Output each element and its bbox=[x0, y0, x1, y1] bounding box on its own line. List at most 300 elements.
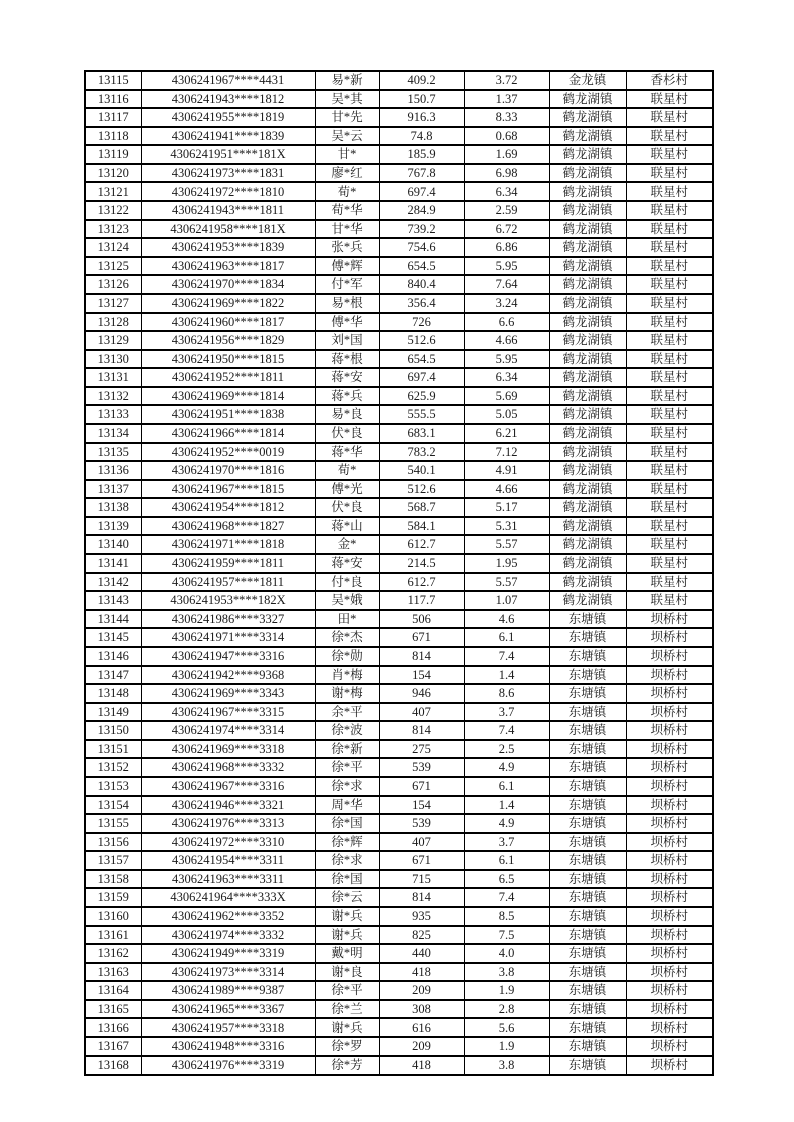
table-cell-masked-id: 4306241946****3321 bbox=[141, 796, 315, 815]
table-cell-value-a: 440 bbox=[379, 944, 464, 963]
table-cell-seq: 13118 bbox=[85, 127, 141, 146]
table-row bbox=[85, 461, 713, 480]
table-cell-village: 联星村 bbox=[626, 387, 713, 406]
table-cell-value-b: 4.9 bbox=[464, 814, 549, 833]
table-cell-value-a: 825 bbox=[379, 926, 464, 945]
table-row bbox=[85, 554, 713, 573]
table-cell-masked-id: 4306241971****1818 bbox=[141, 535, 315, 554]
table-cell-village: 坝桥村 bbox=[626, 888, 713, 907]
table-row bbox=[85, 740, 713, 759]
table-cell-masked-id: 4306241950****1815 bbox=[141, 350, 315, 369]
table-cell-value-a: 616 bbox=[379, 1018, 464, 1037]
table-cell-seq: 13167 bbox=[85, 1037, 141, 1056]
table-cell-masked-name: 徐*罗 bbox=[315, 1037, 379, 1056]
table-cell-seq: 13138 bbox=[85, 498, 141, 517]
table-cell-value-b: 8.5 bbox=[464, 907, 549, 926]
table-cell-town: 东塘镇 bbox=[549, 888, 626, 907]
table-row bbox=[85, 350, 713, 369]
table-cell-masked-name: 徐*国 bbox=[315, 814, 379, 833]
table-row bbox=[85, 424, 713, 443]
table-cell-seq: 13143 bbox=[85, 591, 141, 610]
table-row bbox=[85, 591, 713, 610]
table-cell-value-b: 3.7 bbox=[464, 703, 549, 722]
table-cell-town: 东塘镇 bbox=[549, 1037, 626, 1056]
table-cell-masked-id: 4306241956****1829 bbox=[141, 331, 315, 350]
table-row bbox=[85, 573, 713, 592]
table-cell-village: 坝桥村 bbox=[626, 703, 713, 722]
table-cell-masked-name: 伏*良 bbox=[315, 424, 379, 443]
table-cell-village: 联星村 bbox=[626, 535, 713, 554]
table-row bbox=[85, 368, 713, 387]
table-cell-value-b: 4.0 bbox=[464, 944, 549, 963]
table-cell-village: 联星村 bbox=[626, 350, 713, 369]
table-cell-value-a: 739.2 bbox=[379, 220, 464, 239]
table-cell-value-a: 540.1 bbox=[379, 461, 464, 480]
table-cell-value-a: 625.9 bbox=[379, 387, 464, 406]
table-cell-village: 坝桥村 bbox=[626, 1056, 713, 1075]
table-cell-seq: 13151 bbox=[85, 740, 141, 759]
table-cell-value-a: 154 bbox=[379, 796, 464, 815]
table-cell-masked-id: 4306241974****3314 bbox=[141, 721, 315, 740]
table-cell-town: 鹤龙湖镇 bbox=[549, 387, 626, 406]
table-cell-masked-id: 4306241976****3319 bbox=[141, 1056, 315, 1075]
table-cell-seq: 13140 bbox=[85, 535, 141, 554]
table-row bbox=[85, 610, 713, 629]
table-cell-masked-id: 4306241948****3316 bbox=[141, 1037, 315, 1056]
table-cell-value-a: 671 bbox=[379, 851, 464, 870]
table-row bbox=[85, 90, 713, 109]
table-cell-value-a: 539 bbox=[379, 814, 464, 833]
table-cell-value-a: 418 bbox=[379, 963, 464, 982]
table-cell-masked-id: 4306241947****3316 bbox=[141, 647, 315, 666]
table-cell-value-b: 1.95 bbox=[464, 554, 549, 573]
table-cell-town: 东塘镇 bbox=[549, 628, 626, 647]
table-row bbox=[85, 145, 713, 164]
table-cell-value-a: 584.1 bbox=[379, 517, 464, 536]
table-cell-masked-name: 吴*娥 bbox=[315, 591, 379, 610]
table-cell-town: 东塘镇 bbox=[549, 870, 626, 889]
table-cell-value-a: 512.6 bbox=[379, 331, 464, 350]
table-cell-value-a: 568.7 bbox=[379, 498, 464, 517]
table-row bbox=[85, 703, 713, 722]
table-cell-village: 联星村 bbox=[626, 182, 713, 201]
table-cell-value-b: 6.98 bbox=[464, 164, 549, 183]
table-cell-town: 鹤龙湖镇 bbox=[549, 350, 626, 369]
table-cell-value-b: 5.69 bbox=[464, 387, 549, 406]
table-cell-seq: 13136 bbox=[85, 461, 141, 480]
table-cell-masked-name: 戴*明 bbox=[315, 944, 379, 963]
table-cell-village: 联星村 bbox=[626, 164, 713, 183]
table-cell-value-b: 3.8 bbox=[464, 1056, 549, 1075]
table-cell-value-b: 6.21 bbox=[464, 424, 549, 443]
table-row bbox=[85, 647, 713, 666]
table-cell-masked-id: 4306241957****3318 bbox=[141, 1018, 315, 1037]
table-cell-masked-id: 4306241960****1817 bbox=[141, 313, 315, 332]
table-body bbox=[85, 71, 713, 1075]
table-row bbox=[85, 220, 713, 239]
table-cell-masked-id: 4306241954****1812 bbox=[141, 498, 315, 517]
table-cell-masked-id: 4306241967****1815 bbox=[141, 480, 315, 499]
table-cell-masked-name: 徐*兰 bbox=[315, 1000, 379, 1019]
table-cell-town: 鹤龙湖镇 bbox=[549, 573, 626, 592]
table-cell-masked-id: 4306241942****9368 bbox=[141, 666, 315, 685]
table-cell-value-b: 3.24 bbox=[464, 294, 549, 313]
table-cell-value-a: 185.9 bbox=[379, 145, 464, 164]
table-cell-town: 东塘镇 bbox=[549, 814, 626, 833]
table-cell-masked-name: 谢*梅 bbox=[315, 684, 379, 703]
table-cell-value-a: 715 bbox=[379, 870, 464, 889]
table-cell-seq: 13134 bbox=[85, 424, 141, 443]
table-cell-seq: 13156 bbox=[85, 833, 141, 852]
table-cell-value-b: 6.34 bbox=[464, 182, 549, 201]
table-cell-town: 鹤龙湖镇 bbox=[549, 182, 626, 201]
table-cell-value-b: 0.68 bbox=[464, 127, 549, 146]
table-cell-village: 联星村 bbox=[626, 294, 713, 313]
table-cell-masked-id: 4306241949****3319 bbox=[141, 944, 315, 963]
table-cell-value-a: 767.8 bbox=[379, 164, 464, 183]
table-cell-village: 联星村 bbox=[626, 238, 713, 257]
table-cell-value-a: 506 bbox=[379, 610, 464, 629]
table-cell-seq: 13147 bbox=[85, 666, 141, 685]
table-cell-masked-name: 吴*云 bbox=[315, 127, 379, 146]
table-cell-town: 鹤龙湖镇 bbox=[549, 275, 626, 294]
table-cell-seq: 13132 bbox=[85, 387, 141, 406]
table-cell-value-b: 6.1 bbox=[464, 777, 549, 796]
table-cell-masked-id: 4306241986****3327 bbox=[141, 610, 315, 629]
table-cell-village: 联星村 bbox=[626, 368, 713, 387]
table-row bbox=[85, 517, 713, 536]
table-cell-town: 东塘镇 bbox=[549, 758, 626, 777]
table-cell-masked-name: 蒋*山 bbox=[315, 517, 379, 536]
table-cell-masked-name: 蒋*华 bbox=[315, 443, 379, 462]
table-cell-masked-name: 徐*新 bbox=[315, 740, 379, 759]
table-cell-village: 坝桥村 bbox=[626, 851, 713, 870]
table-cell-masked-id: 4306241969****3318 bbox=[141, 740, 315, 759]
table-cell-value-a: 356.4 bbox=[379, 294, 464, 313]
table-cell-village: 坝桥村 bbox=[626, 628, 713, 647]
table-cell-town: 鹤龙湖镇 bbox=[549, 331, 626, 350]
table-cell-value-a: 275 bbox=[379, 740, 464, 759]
table-cell-masked-id: 4306241971****3314 bbox=[141, 628, 315, 647]
table-cell-seq: 13123 bbox=[85, 220, 141, 239]
table-cell-masked-name: 谢*兵 bbox=[315, 907, 379, 926]
table-cell-seq: 13155 bbox=[85, 814, 141, 833]
table-cell-seq: 13126 bbox=[85, 275, 141, 294]
table-cell-village: 联星村 bbox=[626, 517, 713, 536]
table-cell-masked-id: 4306241972****3310 bbox=[141, 833, 315, 852]
table-cell-masked-name: 傅*光 bbox=[315, 480, 379, 499]
table-row bbox=[85, 201, 713, 220]
table-cell-seq: 13150 bbox=[85, 721, 141, 740]
table-cell-masked-id: 4306241968****3332 bbox=[141, 758, 315, 777]
table-cell-masked-id: 4306241951****1838 bbox=[141, 405, 315, 424]
table-cell-village: 坝桥村 bbox=[626, 758, 713, 777]
table-cell-value-a: 407 bbox=[379, 833, 464, 852]
table-cell-value-b: 7.64 bbox=[464, 275, 549, 294]
table-cell-village: 联星村 bbox=[626, 90, 713, 109]
table-cell-masked-name: 甘* bbox=[315, 145, 379, 164]
table-cell-town: 鹤龙湖镇 bbox=[549, 108, 626, 127]
table-cell-village: 坝桥村 bbox=[626, 777, 713, 796]
table-cell-value-b: 4.66 bbox=[464, 480, 549, 499]
table-cell-town: 鹤龙湖镇 bbox=[549, 498, 626, 517]
table-cell-value-b: 6.1 bbox=[464, 628, 549, 647]
table-cell-value-b: 5.57 bbox=[464, 573, 549, 592]
table-cell-masked-id: 4306241969****1814 bbox=[141, 387, 315, 406]
table-cell-town: 东塘镇 bbox=[549, 1018, 626, 1037]
table-cell-masked-id: 4306241952****0019 bbox=[141, 443, 315, 462]
table-cell-village: 坝桥村 bbox=[626, 666, 713, 685]
table-cell-seq: 13125 bbox=[85, 257, 141, 276]
table-cell-village: 联星村 bbox=[626, 257, 713, 276]
table-cell-value-a: 654.5 bbox=[379, 257, 464, 276]
table-cell-masked-name: 荀* bbox=[315, 182, 379, 201]
table-cell-value-a: 117.7 bbox=[379, 591, 464, 610]
table-cell-value-a: 418 bbox=[379, 1056, 464, 1075]
table-row bbox=[85, 71, 713, 90]
table-row bbox=[85, 443, 713, 462]
table-cell-value-a: 539 bbox=[379, 758, 464, 777]
table-cell-masked-name: 徐*云 bbox=[315, 888, 379, 907]
table-cell-town: 鹤龙湖镇 bbox=[549, 145, 626, 164]
table-cell-seq: 13129 bbox=[85, 331, 141, 350]
table-cell-town: 鹤龙湖镇 bbox=[549, 554, 626, 573]
table-row bbox=[85, 1018, 713, 1037]
table-cell-town: 东塘镇 bbox=[549, 666, 626, 685]
table-cell-seq: 13162 bbox=[85, 944, 141, 963]
table-cell-value-b: 5.31 bbox=[464, 517, 549, 536]
table-cell-village: 联星村 bbox=[626, 554, 713, 573]
table-cell-town: 东塘镇 bbox=[549, 907, 626, 926]
table-cell-masked-id: 4306241952****1811 bbox=[141, 368, 315, 387]
table-cell-masked-name: 谢*良 bbox=[315, 963, 379, 982]
table-cell-seq: 13165 bbox=[85, 1000, 141, 1019]
table-cell-value-b: 6.6 bbox=[464, 313, 549, 332]
table-row bbox=[85, 275, 713, 294]
table-cell-masked-name: 徐*平 bbox=[315, 981, 379, 1000]
table-cell-masked-id: 4306241962****3352 bbox=[141, 907, 315, 926]
table-cell-masked-name: 廖*红 bbox=[315, 164, 379, 183]
table-cell-masked-name: 易*新 bbox=[315, 71, 379, 90]
table-cell-value-b: 7.5 bbox=[464, 926, 549, 945]
table-cell-value-b: 6.86 bbox=[464, 238, 549, 257]
table-row bbox=[85, 1000, 713, 1019]
table-cell-masked-name: 肖*梅 bbox=[315, 666, 379, 685]
table-cell-masked-id: 4306241976****3313 bbox=[141, 814, 315, 833]
table-cell-town: 东塘镇 bbox=[549, 721, 626, 740]
table-cell-masked-name: 徐*求 bbox=[315, 777, 379, 796]
table-cell-masked-name: 付*军 bbox=[315, 275, 379, 294]
table-row bbox=[85, 164, 713, 183]
table-row bbox=[85, 907, 713, 926]
table-row bbox=[85, 257, 713, 276]
table-cell-village: 联星村 bbox=[626, 480, 713, 499]
table-cell-masked-id: 4306241965****3367 bbox=[141, 1000, 315, 1019]
table-cell-seq: 13154 bbox=[85, 796, 141, 815]
table-cell-value-a: 754.6 bbox=[379, 238, 464, 257]
table-cell-masked-name: 徐*求 bbox=[315, 851, 379, 870]
table-cell-seq: 13158 bbox=[85, 870, 141, 889]
table-cell-village: 坝桥村 bbox=[626, 721, 713, 740]
table-cell-value-b: 5.05 bbox=[464, 405, 549, 424]
table-cell-masked-id: 4306241951****181X bbox=[141, 145, 315, 164]
table-cell-masked-id: 4306241970****1834 bbox=[141, 275, 315, 294]
table-cell-village: 联星村 bbox=[626, 591, 713, 610]
table-cell-value-b: 3.7 bbox=[464, 833, 549, 852]
table-cell-village: 坝桥村 bbox=[626, 647, 713, 666]
table-cell-town: 鹤龙湖镇 bbox=[549, 294, 626, 313]
table-cell-town: 东塘镇 bbox=[549, 647, 626, 666]
table-cell-masked-name: 金* bbox=[315, 535, 379, 554]
table-row bbox=[85, 758, 713, 777]
table-cell-seq: 13133 bbox=[85, 405, 141, 424]
table-cell-masked-id: 4306241963****3311 bbox=[141, 870, 315, 889]
table-cell-value-b: 7.12 bbox=[464, 443, 549, 462]
table-cell-masked-id: 4306241958****181X bbox=[141, 220, 315, 239]
table-row bbox=[85, 851, 713, 870]
table-cell-value-b: 1.37 bbox=[464, 90, 549, 109]
table-row bbox=[85, 498, 713, 517]
table-cell-masked-id: 4306241969****3343 bbox=[141, 684, 315, 703]
table-cell-masked-id: 4306241953****182X bbox=[141, 591, 315, 610]
table-cell-masked-id: 4306241943****1812 bbox=[141, 90, 315, 109]
table-cell-value-b: 6.5 bbox=[464, 870, 549, 889]
table-cell-masked-name: 傅*辉 bbox=[315, 257, 379, 276]
table-cell-village: 坝桥村 bbox=[626, 833, 713, 852]
table-cell-value-b: 3.72 bbox=[464, 71, 549, 90]
table-cell-town: 金龙镇 bbox=[549, 71, 626, 90]
table-cell-masked-id: 4306241941****1839 bbox=[141, 127, 315, 146]
table-cell-town: 鹤龙湖镇 bbox=[549, 535, 626, 554]
table-cell-seq: 13120 bbox=[85, 164, 141, 183]
table-cell-town: 东塘镇 bbox=[549, 833, 626, 852]
table-cell-value-b: 1.9 bbox=[464, 981, 549, 1000]
table-row bbox=[85, 796, 713, 815]
table-cell-masked-name: 余*平 bbox=[315, 703, 379, 722]
table-cell-seq: 13157 bbox=[85, 851, 141, 870]
table-cell-village: 坝桥村 bbox=[626, 740, 713, 759]
table-row bbox=[85, 926, 713, 945]
table-row bbox=[85, 405, 713, 424]
table-cell-seq: 13146 bbox=[85, 647, 141, 666]
table-row bbox=[85, 870, 713, 889]
table-cell-masked-id: 4306241972****1810 bbox=[141, 182, 315, 201]
table-cell-town: 鹤龙湖镇 bbox=[549, 443, 626, 462]
table-cell-village: 联星村 bbox=[626, 424, 713, 443]
table-cell-village: 香杉村 bbox=[626, 71, 713, 90]
table-cell-village: 联星村 bbox=[626, 405, 713, 424]
table-cell-village: 联星村 bbox=[626, 443, 713, 462]
table-cell-value-b: 8.6 bbox=[464, 684, 549, 703]
table-cell-masked-name: 蒋*根 bbox=[315, 350, 379, 369]
table-cell-seq: 13153 bbox=[85, 777, 141, 796]
table-cell-village: 联星村 bbox=[626, 145, 713, 164]
table-cell-seq: 13137 bbox=[85, 480, 141, 499]
table-cell-town: 鹤龙湖镇 bbox=[549, 517, 626, 536]
table-cell-seq: 13149 bbox=[85, 703, 141, 722]
table-cell-masked-name: 伏*良 bbox=[315, 498, 379, 517]
table-cell-value-a: 74.8 bbox=[379, 127, 464, 146]
table-cell-masked-name: 吴*其 bbox=[315, 90, 379, 109]
table-cell-masked-id: 4306241955****1819 bbox=[141, 108, 315, 127]
table-cell-masked-name: 易*根 bbox=[315, 294, 379, 313]
table-cell-masked-id: 4306241968****1827 bbox=[141, 517, 315, 536]
table-cell-masked-id: 4306241953****1839 bbox=[141, 238, 315, 257]
table-cell-value-a: 654.5 bbox=[379, 350, 464, 369]
table-cell-masked-id: 4306241957****1811 bbox=[141, 573, 315, 592]
table-cell-seq: 13121 bbox=[85, 182, 141, 201]
table-cell-village: 坝桥村 bbox=[626, 796, 713, 815]
table-cell-value-b: 5.95 bbox=[464, 257, 549, 276]
table-cell-town: 鹤龙湖镇 bbox=[549, 591, 626, 610]
table-cell-value-a: 840.4 bbox=[379, 275, 464, 294]
table-cell-town: 鹤龙湖镇 bbox=[549, 405, 626, 424]
table-cell-seq: 13168 bbox=[85, 1056, 141, 1075]
table-cell-masked-name: 谢*兵 bbox=[315, 926, 379, 945]
table-cell-town: 东塘镇 bbox=[549, 777, 626, 796]
table-cell-masked-name: 付*良 bbox=[315, 573, 379, 592]
table-cell-value-b: 6.1 bbox=[464, 851, 549, 870]
table-cell-seq: 13122 bbox=[85, 201, 141, 220]
table-cell-value-a: 697.4 bbox=[379, 368, 464, 387]
table-cell-village: 联星村 bbox=[626, 461, 713, 480]
table-cell-masked-id: 4306241967****3316 bbox=[141, 777, 315, 796]
table-cell-village: 联星村 bbox=[626, 498, 713, 517]
table-cell-seq: 13135 bbox=[85, 443, 141, 462]
table-cell-town: 东塘镇 bbox=[549, 684, 626, 703]
table-cell-value-a: 783.2 bbox=[379, 443, 464, 462]
table-row bbox=[85, 238, 713, 257]
table-cell-town: 东塘镇 bbox=[549, 1056, 626, 1075]
table-cell-value-a: 409.2 bbox=[379, 71, 464, 90]
table-row bbox=[85, 182, 713, 201]
table-cell-village: 坝桥村 bbox=[626, 944, 713, 963]
table-cell-value-b: 7.4 bbox=[464, 647, 549, 666]
table-cell-town: 东塘镇 bbox=[549, 926, 626, 945]
table-cell-town: 鹤龙湖镇 bbox=[549, 164, 626, 183]
table-cell-masked-id: 4306241970****1816 bbox=[141, 461, 315, 480]
table-row bbox=[85, 981, 713, 1000]
table-cell-village: 坝桥村 bbox=[626, 814, 713, 833]
table-row bbox=[85, 294, 713, 313]
table-cell-value-b: 6.72 bbox=[464, 220, 549, 239]
table-cell-value-a: 308 bbox=[379, 1000, 464, 1019]
table-cell-value-a: 555.5 bbox=[379, 405, 464, 424]
table-cell-masked-name: 荀* bbox=[315, 461, 379, 480]
table-cell-village: 联星村 bbox=[626, 275, 713, 294]
table-cell-village: 联星村 bbox=[626, 313, 713, 332]
table-row bbox=[85, 777, 713, 796]
table-cell-seq: 13139 bbox=[85, 517, 141, 536]
records-table bbox=[84, 70, 714, 1076]
table-cell-masked-name: 徐*芳 bbox=[315, 1056, 379, 1075]
table-cell-seq: 13160 bbox=[85, 907, 141, 926]
table-cell-masked-id: 4306241943****1811 bbox=[141, 201, 315, 220]
table-cell-value-b: 1.9 bbox=[464, 1037, 549, 1056]
table-cell-seq: 13128 bbox=[85, 313, 141, 332]
table-cell-seq: 13159 bbox=[85, 888, 141, 907]
table-cell-village: 联星村 bbox=[626, 220, 713, 239]
table-cell-value-b: 8.33 bbox=[464, 108, 549, 127]
table-row bbox=[85, 628, 713, 647]
table-cell-village: 坝桥村 bbox=[626, 963, 713, 982]
table-cell-masked-name: 谢*兵 bbox=[315, 1018, 379, 1037]
table-cell-value-b: 2.8 bbox=[464, 1000, 549, 1019]
table-cell-value-b: 1.4 bbox=[464, 796, 549, 815]
table-cell-seq: 13127 bbox=[85, 294, 141, 313]
table-cell-seq: 13144 bbox=[85, 610, 141, 629]
table-cell-village: 坝桥村 bbox=[626, 684, 713, 703]
